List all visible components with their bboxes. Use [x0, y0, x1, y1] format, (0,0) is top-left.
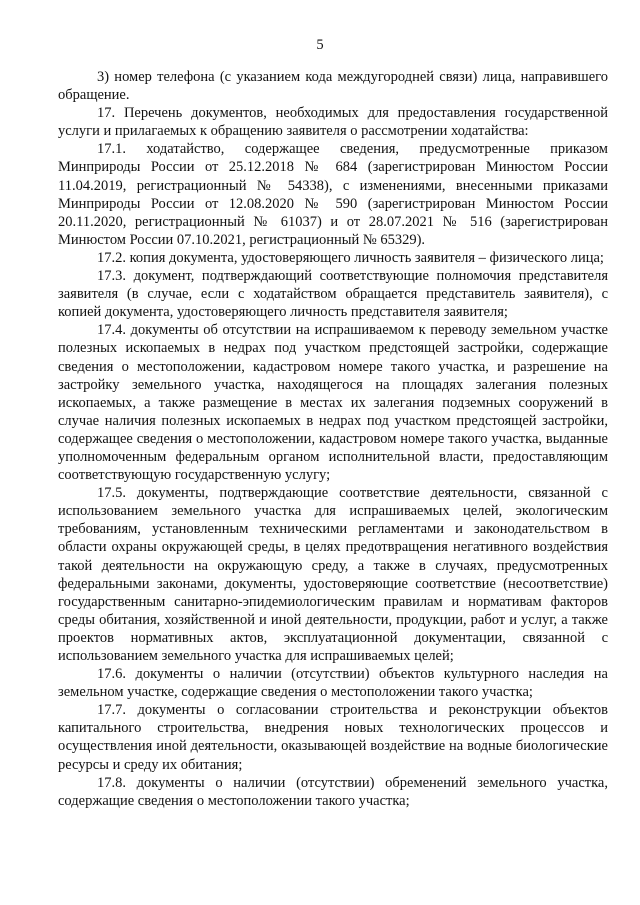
paragraph-17-2-id-copy: 17.2. копия документа, удостоверяющего личность заявителя – физического лица;	[97, 249, 604, 266]
paragraph-17-1-petition: 17.1. ходатайство, содержащее сведения, предусмотренные приказом Минприроды России от 25.12.2018 № 684 (зарегистрирован Минюстом России 11.04.2019, регистрационный № 54338), с изменениями, внесенными приказами Минприроды России от 12.08.2020 № 590 (зарегистрирован Минюстом России 20.11.2020, регистрационный № 61037) и от 28.07.2021 № 516 (зарегистрирован Минюстом России 07.10.2021, регистрационный № 65329).	[58, 141, 608, 248]
paragraph-17-3-representative-authority: 17.3. документ, подтверждающий соответствующие полномочия представителя заявителя (в случае, если с ходатайством обращается представитель заявителя), с копией документа, удостоверяющего личность представителя заявителя;	[58, 268, 608, 321]
paragraph-17-6-cultural-heritage: 17.6. документы о наличии (отсутствии) объектов культурного наследия на земельном участке, содержащие сведения о местоположении такого участка;	[58, 666, 608, 701]
document-body	[58, 68, 608, 810]
paragraph-17-7-construction-approval: 17.7. документы о согласовании строительства и реконструкции объектов капитального строительства, внедрения новых технологических процессов и осуществления иной деятельности, оказывающей воздействие на водные биологические ресурсы и среду их обитания;	[58, 702, 608, 773]
page-number: 5	[316, 37, 324, 53]
paragraph-17-document-list: 17. Перечень документов, необходимых для предоставления государственной услуги и прилагаемых к обращению заявителя о рассмотрении ходатайства:	[58, 105, 608, 140]
paragraph-17-5-ecological-compliance: 17.5. документы, подтверждающие соответствие деятельности, связанной с использованием земельного участка для испрашиваемых целей, экологическим требованиям, установленным техническими регламентами и законодательством в области охраны окружающей среды, в целях предотвращения негативного воздействия такой деятельности на окружающую среду, а также в случаях, предусмотренных федеральными законами, документы, удостоверяющие соответствие (несоответствие) государственным санитарно-эпидемиологическим правилам и нормативам факторов среды обитания, хозяйственной и иной деятельности, продукции, работ и услуг, а также проектов нормативных актов, эксплуатационной документации, связанной с использованием земельного участка для испрашиваемых целей;	[58, 485, 608, 664]
paragraph-phone-number: 3) номер телефона (с указанием кода междугородней связи) лица, направившего обращение.	[58, 69, 608, 104]
paragraph-17-8-encumbrances: 17.8. документы о наличии (отсутствии) обременений земельного участка, содержащие сведения о местоположении такого участка;	[58, 774, 608, 809]
paragraph-17-4-mineral-absence: 17.4. документы об отсутствии на испрашиваемом к переводу земельном участке полезных ископаемых в недрах под участком предстоящей застройки, содержащие сведения о местоположении, кадастровом номере такого участка, и разрешение на застройку земельного участка, находящегося на площадях залегания полезных ископаемых, а также размещение в местах их залегания подземных сооружений в случае наличия полезных ископаемых в недрах под участком предстоящей застройки, содержащее сведения о местоположении, кадастровом номере такого участка, выданные уполномоченным федеральным органом исполнительной власти, предоставляющим соответствующую государственную услугу;	[58, 322, 608, 484]
